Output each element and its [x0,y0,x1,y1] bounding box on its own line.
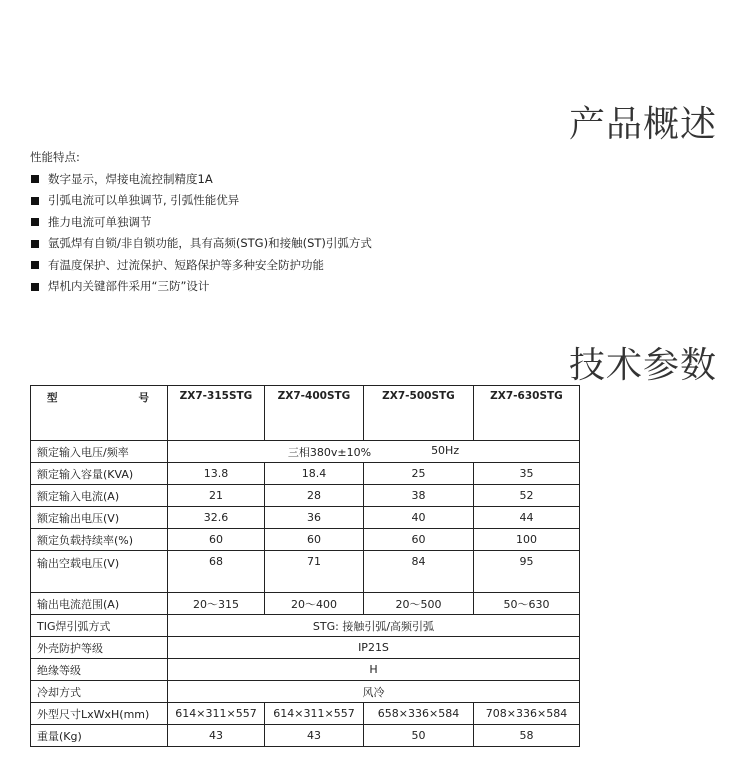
row-label: 额定负载持续率(%) [31,529,168,551]
cell-value: H [168,659,580,681]
table-header-row [31,386,580,441]
cell-value: IP21S [168,637,580,659]
feature-text: 有温度保护、过流保护、短路保护等多种安全防护功能 [48,257,324,272]
cell-value: 52 [474,485,580,507]
specs-heading: 技术参数 [568,345,717,386]
cell-value: 71 [265,551,364,593]
model-label-cell [31,386,168,441]
row-label: 额定输出电压(V) [31,507,168,529]
feature-text: 推力电流可单独调节 [48,214,152,229]
feature-item [30,276,372,298]
square-bullet-icon [31,175,39,183]
table-row [31,703,580,725]
cell-value: 20～400 [265,593,364,615]
row-label: 输出电流范围(A) [31,593,168,615]
table-row [31,441,580,463]
cell-value: 13.8 [168,463,265,485]
square-bullet-icon [31,240,39,248]
cell-value: 95 [474,551,580,593]
cell-value: 50 [364,725,474,747]
features-list [30,169,372,298]
feature-item [30,255,372,277]
table-row [31,529,580,551]
table-row [31,681,580,703]
feature-item [30,190,372,212]
model-header: ZX7-315STG [168,386,265,441]
features-title: 性能特点: [30,150,80,164]
row-label: 额定输入容量(KVA) [31,463,168,485]
input-voltage-value: 三相380v±10% [287,445,372,459]
cell-value: 38 [364,485,474,507]
row-label: 额定输入电流(A) [31,485,168,507]
square-bullet-icon [31,197,39,205]
row-label: 重量(Kg) [31,725,168,747]
row-label: 绝缘等级 [31,659,168,681]
cell-value: 43 [168,725,265,747]
cell-value: 50～630 [474,593,580,615]
model-label-left: 型 [47,392,58,404]
cell-value: 风冷 [168,681,580,703]
table-row [31,463,580,485]
cell-value: STG: 接触引弧/高频引弧 [168,615,580,637]
input-frequency-value: 50Hz [431,443,460,457]
table-row [31,593,580,615]
cell-value: 44 [474,507,580,529]
cell-value: 40 [364,507,474,529]
cell-value: 614×311×557 [265,703,364,725]
table-row [31,637,580,659]
cell-value: 100 [474,529,580,551]
model-header: ZX7-500STG [364,386,474,441]
table-row [31,659,580,681]
overview-heading: 产品概述 [568,104,717,145]
model-header: ZX7-400STG [265,386,364,441]
model-label-right: 号 [138,392,149,404]
cell-value: 25 [364,463,474,485]
features-section [30,147,372,298]
cell-value: 60 [364,529,474,551]
feature-item [30,233,372,255]
cell-value: 658×336×584 [364,703,474,725]
row-label: TIG焊引弧方式 [31,615,168,637]
cell-value: 43 [265,725,364,747]
cell-value: 614×311×557 [168,703,265,725]
cell-value: 708×336×584 [474,703,580,725]
row-label: 冷却方式 [31,681,168,703]
table-row [31,485,580,507]
table-row [31,507,580,529]
cell-value: 60 [168,529,265,551]
row-label: 外型尺寸LxWxH(mm) [31,703,168,725]
feature-text: 焊机内关键部件采用“三防”设计 [48,279,210,293]
cell-value: 32.6 [168,507,265,529]
model-header: ZX7-630STG [474,386,580,441]
table-row [31,615,580,637]
input-voltage-cell [168,441,580,463]
square-bullet-icon [31,283,39,291]
cell-value: 36 [265,507,364,529]
square-bullet-icon [31,261,39,269]
feature-text: 数字显示，焊接电流控制精度1A [48,171,213,186]
feature-item [30,169,372,191]
cell-value: 35 [474,463,580,485]
cell-value: 20～315 [168,593,265,615]
row-label: 输出空载电压(V) [31,551,168,593]
feature-text: 引弧电流可以单独调节, 引弧性能优异 [48,193,240,207]
square-bullet-icon [31,218,39,226]
cell-value: 68 [168,551,265,593]
table-row [31,551,580,593]
cell-value: 20～500 [364,593,474,615]
row-label: 外壳防护等级 [31,637,168,659]
table-row [31,725,580,747]
cell-value: 28 [265,485,364,507]
cell-value: 84 [364,551,474,593]
feature-item [30,212,372,234]
cell-value: 58 [474,725,580,747]
cell-value: 21 [168,485,265,507]
feature-text: 氩弧焊有自锁/非自锁功能，具有高频(STG)和接触(ST)引弧方式 [48,236,372,250]
spec-table [30,385,580,747]
row-label: 额定输入电压/频率 [31,441,168,463]
cell-value: 18.4 [265,463,364,485]
cell-value: 60 [265,529,364,551]
